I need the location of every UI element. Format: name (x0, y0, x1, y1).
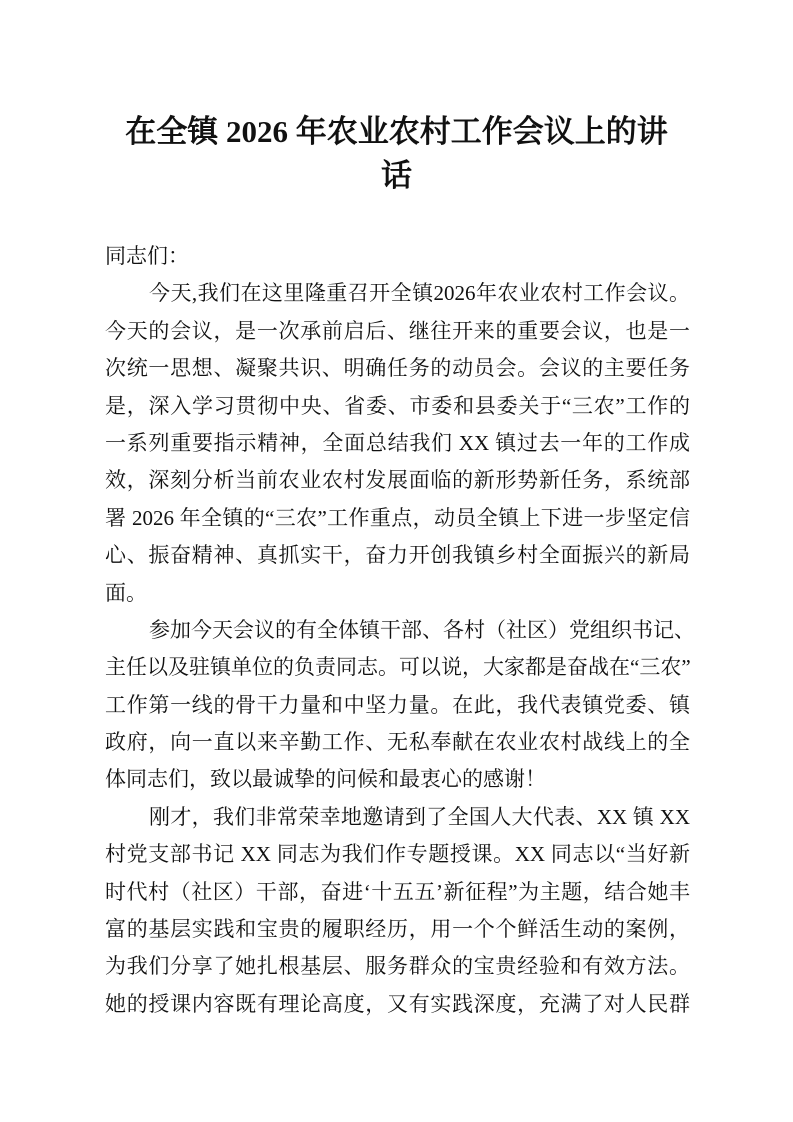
salutation: 同志们： (105, 244, 189, 268)
document-title (100, 110, 693, 198)
text-line: 面。 (105, 580, 147, 605)
text-line: 为我们分享了她扎根基层、服务群众的宝贵经验和有效方法。 (105, 954, 690, 979)
text-line: 心、振奋精神、真抓实干，奋力开创我镇乡村全面振兴的新局 (105, 543, 690, 568)
text-line: 署 2026 年全镇的“三农”工作重点，动员全镇上下进一步坚定信 (105, 505, 690, 530)
text-line: 体同志们，致以最诚挚的问候和最衷心的感谢！ (105, 767, 546, 792)
text-line: 她的授课内容既有理论高度，又有实践深度，充满了对人民群 (105, 991, 690, 1016)
paragraph (105, 612, 695, 799)
text-line: 是，深入学习贯彻中央、省委、市委和县委关于“三农”工作的 (105, 393, 690, 418)
text-line: 主任以及驻镇单位的负责同志。可以说，大家都是奋战在“三农” (105, 655, 691, 680)
text-line: 富的基层实践和宝贵的履职经历，用一个个鲜活生动的案例， (105, 917, 690, 942)
text-line: 政府，向一直以来辛勤工作、无私奉献在农业农村战线上的全 (105, 730, 690, 755)
text-line: 今天的会议，是一次承前启后、继往开来的重要会议，也是一 (105, 318, 690, 343)
title-line: 在全镇 2026 年农业农村工作会议上的讲 (125, 114, 668, 149)
paragraph (105, 275, 690, 612)
text-line: 村党支部书记 XX 同志为我们作专题授课。XX 同志以“当好新 (105, 842, 690, 867)
text-line: 次统一思想、凝聚共识、明确任务的动员会。会议的主要任务 (105, 356, 690, 381)
text-line: 今天,我们在这里隆重召开全镇2026年农业农村工作会议。 (149, 281, 690, 306)
paragraphs (105, 275, 695, 1023)
text-line: 效，深刻分析当前农业农村发展面临的新形势新任务，系统部 (105, 468, 690, 493)
text-line: 参加今天会议的有全体镇干部、各村（社区）党组织书记、 (149, 617, 695, 642)
text-line: 刚才，我们非常荣幸地邀请到了全国人大代表、XX 镇 XX (149, 804, 690, 829)
paragraph (105, 799, 690, 1023)
text-line: 时代村（社区）干部，奋进‘十五五’新征程”为主题，结合她丰 (105, 879, 690, 904)
title-line: 话 (381, 158, 412, 193)
text-line: 工作第一线的骨干力量和中坚力量。在此，我代表镇党委、镇 (105, 692, 690, 717)
document-body (105, 238, 695, 1023)
text-line: 一系列重要指示精神，全面总结我们 XX 镇过去一年的工作成 (105, 430, 690, 455)
